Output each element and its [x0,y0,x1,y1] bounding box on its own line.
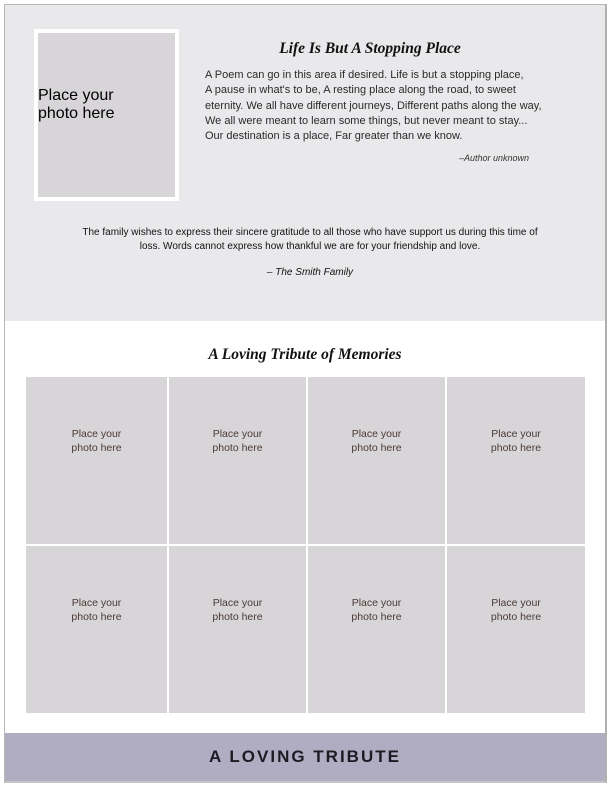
poem-line: eternity. We all have different journeys, Different paths along the way, [205,99,542,112]
placeholder-label [308,427,445,455]
placeholder-line-1: Place your [491,428,541,440]
poem-line: A pause in what's to be, A resting place along the road, to sweet [205,84,516,97]
main-photo-label [38,87,175,123]
placeholder-line-1: Place your [212,597,263,609]
footer-banner [5,733,605,781]
poem-title: Life Is But A Stopping Place [279,40,461,57]
gallery-photo-placeholder[interactable] [26,377,167,544]
photo-gallery [26,377,585,713]
poem-body [205,68,585,144]
placeholder-label [169,596,306,624]
main-photo-placeholder[interactable] [34,29,179,201]
placeholder-line-2: photo here [490,442,542,454]
gallery-photo-placeholder[interactable] [26,546,167,713]
poem-line: A Poem can go in this area if desired. Life is but a stopping place, [205,69,524,81]
placeholder-line-2: photo here [212,442,263,454]
placeholder-line-1: Place your [38,87,114,104]
placeholder-line-2: photo here [351,442,402,454]
gallery-photo-placeholder[interactable] [169,377,306,544]
gallery-photo-placeholder[interactable] [447,377,585,544]
gallery-photo-placeholder[interactable] [308,377,445,544]
poem-line: Our destination is a place, Far greater than we know. [205,130,463,143]
placeholder-line-1: Place your [71,428,122,440]
placeholder-line-2: photo here [490,611,542,623]
family-signature: – The Smith Family [266,267,354,278]
placeholder-line-2: photo here [38,105,115,122]
placeholder-line-1: Place your [71,597,122,609]
placeholder-line-2: photo here [212,611,263,623]
footer-title: A LOVING TRIBUTE [209,747,401,766]
placeholder-line-1: Place your [351,428,402,440]
thanks-line-2: loss. Words cannot express how thankful we are for your friendship and love. [139,240,481,252]
poem-line: We all were meant to learn some things, but never meant to stay... [205,114,528,127]
placeholder-line-1: Place your [212,428,263,440]
placeholder-label [169,427,306,455]
thanks-message [40,226,580,253]
placeholder-line-2: photo here [351,611,402,623]
placeholder-label [447,427,585,455]
placeholder-label [26,596,167,624]
thanks-line-1: The family wishes to express their sincere gratitude to all those who have support us during this time of [82,227,538,238]
placeholder-line-2: photo here [71,442,122,454]
placeholder-label [447,596,585,624]
gallery-photo-placeholder[interactable] [308,546,445,713]
placeholder-label [308,596,445,624]
gallery-title: A Loving Tribute of Memories [208,346,402,363]
placeholder-line-1: Place your [351,597,402,609]
gallery-photo-placeholder[interactable] [447,546,585,713]
gallery-photo-placeholder[interactable] [169,546,306,713]
placeholder-label [26,427,167,455]
placeholder-line-1: Place your [491,597,541,609]
poem-author: –Author unknown [458,153,529,163]
placeholder-line-2: photo here [71,611,122,623]
